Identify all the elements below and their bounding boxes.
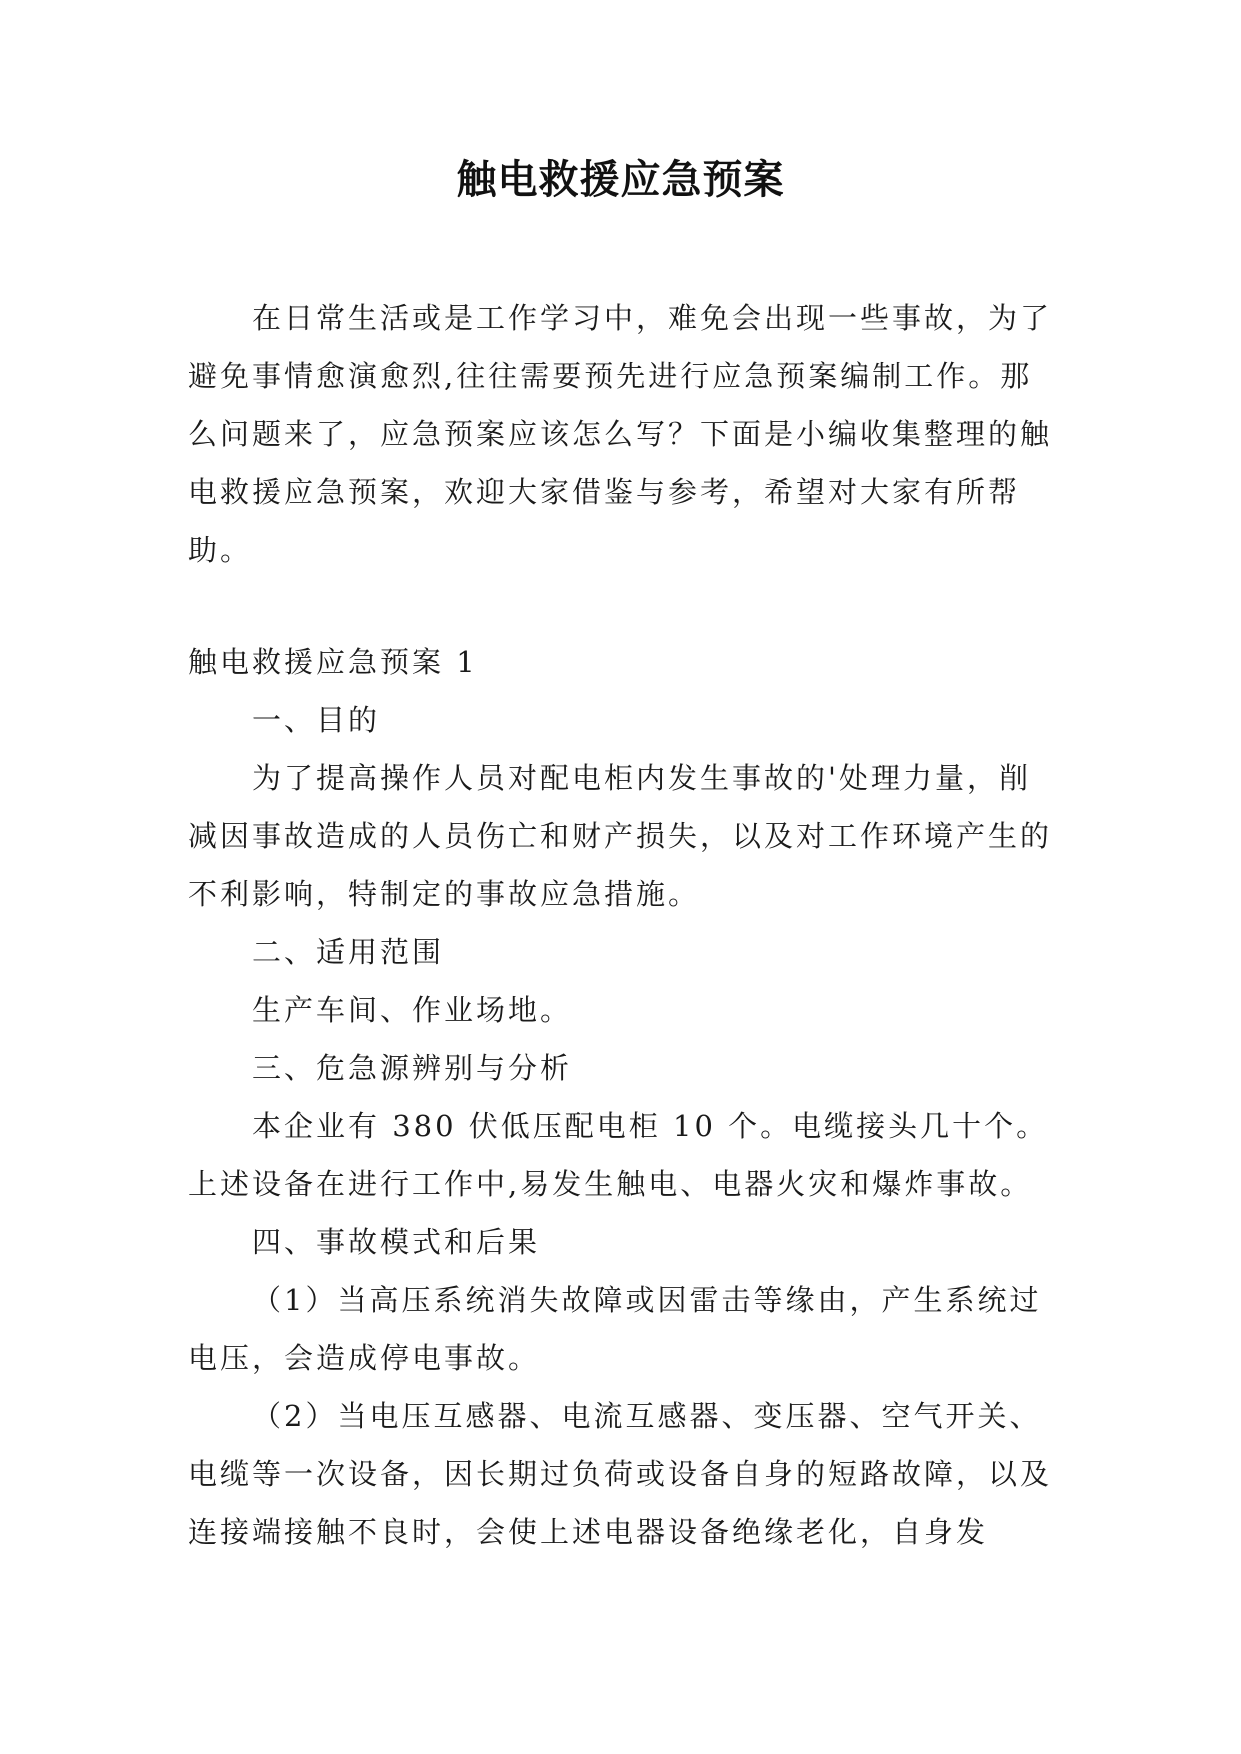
section-heading: 触电救援应急预案 1 (188, 645, 478, 679)
paragraph-consequence-1: （1）当高压系统消失故障或因雷击等缘由，产生系统过电压，会造成停电事故。 (188, 1283, 1042, 1375)
intro-paragraph: 在日常生活或是工作学习中，难免会出现一些事故，为了避免事情愈演愈烈,往往需要预先进行应急预案编制工作。那么问题来了，应急预案应该怎么写？下面是小编收集整理的触电救援应急预案，欢迎大家借鉴与参考，希望对大家有所帮助。 (188, 301, 1053, 567)
heading-hazard: 三、危急源辨别与分析 (252, 1051, 573, 1085)
intro-block (188, 289, 1058, 579)
paragraph-purpose: 为了提高操作人员对配电柜内发生事故的'处理力量，削减因事故造成的人员伤亡和财产损失，以及对工作环境产生的不利影响，特制定的事故应急措施。 (188, 761, 1053, 911)
paragraph-consequence-2: （2）当电压互感器、电流互感器、变压器、空气开关、电缆等一次设备，因长期过负荷或设备自身的短路故障，以及连接端接触不良时，会使上述电器设备绝缘老化，自身发 (188, 1399, 1053, 1549)
heading-scope: 二、适用范围 (252, 935, 445, 969)
paragraph-hazard: 本企业有 380 伏低压配电柜 10 个。电缆接头几十个。上述设备在进行工作中,易发生触电、电器火灾和爆炸事故。 (188, 1109, 1049, 1201)
paragraph-scope: 生产车间、作业场地。 (252, 993, 573, 1027)
heading-purpose: 一、目的 (252, 703, 381, 737)
content-block (188, 633, 1058, 1561)
document-title: 触电救援应急预案 (456, 156, 785, 203)
heading-consequence: 四、事故模式和后果 (252, 1225, 541, 1259)
